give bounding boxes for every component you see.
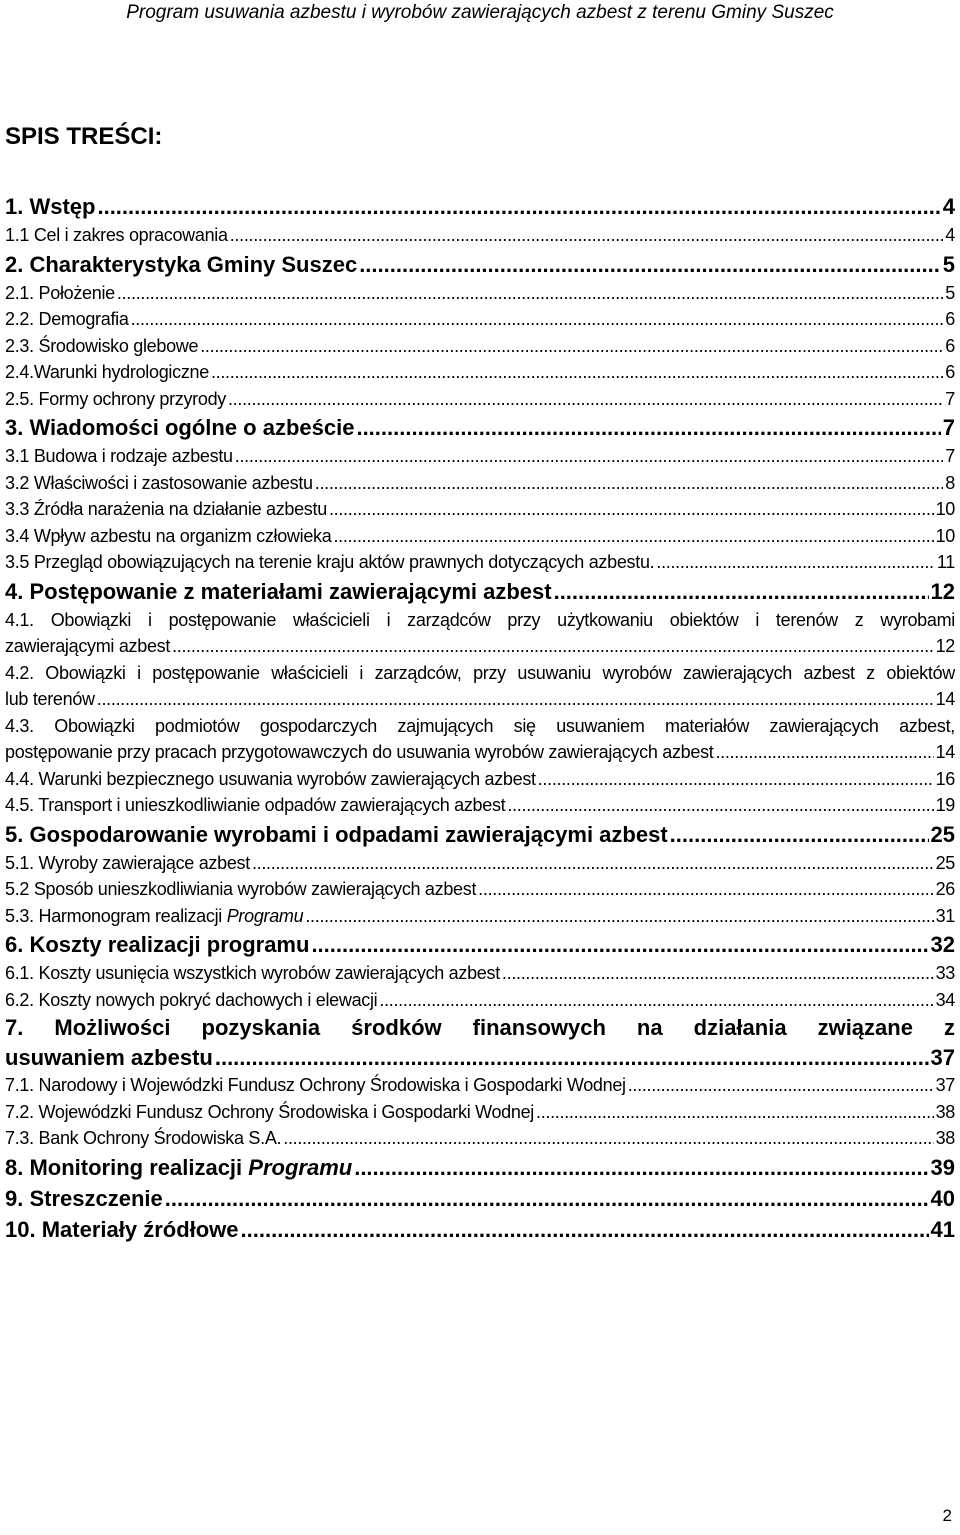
toc-entry-5-1[interactable]: 5.1. Wyroby zawierające azbest ..... 25 — [5, 850, 955, 877]
toc-entry-2-1[interactable]: 2.1. Położenie ..... 5 — [5, 280, 955, 307]
toc-entry-3-2[interactable]: 3.2 Właściwości i zastosowanie azbestu ..... 8 — [5, 470, 955, 497]
toc-entry-3-1[interactable]: 3.1 Budowa i rodzaje azbestu ..... 7 — [5, 443, 955, 470]
toc-entry-6[interactable]: 6. Koszty realizacji programu ..... 32 — [5, 929, 955, 960]
toc-entry-4-5[interactable]: 4.5. Transport i unieszkodliwianie odpadów zawierających azbest ..... 19 — [5, 792, 955, 819]
toc-entry-6-1[interactable]: 6.1. Koszty usunięcia wszystkich wyrobów zawierających azbest ..... 33 — [5, 960, 955, 987]
toc-entry-2[interactable]: 2. Charakterystyka Gminy Suszec ..... 5 — [5, 249, 955, 280]
toc-entry-2-3[interactable]: 2.3. Środowisko glebowe ..... 6 — [5, 333, 955, 360]
toc-entry-1-1[interactable]: 1.1 Cel i zakres opracowania ..... 4 — [5, 222, 955, 249]
toc-entry-7-3[interactable]: 7.3. Bank Ochrony Środowiska S.A. ..... 38 — [5, 1125, 955, 1152]
running-header: Program usuwania azbestu i wyrobów zawierających azbest z terenu Gminy Suszec — [126, 2, 834, 23]
toc-entry-8[interactable]: 8. Monitoring realizacji Programu ..... 39 — [5, 1152, 955, 1183]
toc-entry-7-2[interactable]: 7.2. Wojewódzki Fundusz Ochrony Środowiska i Gospodarki Wodnej ..... 38 — [5, 1099, 955, 1126]
toc-entry-7[interactable]: 7. Możliwości pozyskania środków finansowych na działania związane z usuwaniem azbestu ..... 37 — [5, 1013, 955, 1072]
toc-entry-4-3[interactable]: 4.3. Obowiązki podmiotów gospodarczych zajmujących się usuwaniem materiałów zawierających azbest, postępowanie przy pracach przygotowawczych do usuwania wyrobów zawierających azbest ..... 14 — [5, 713, 955, 766]
toc-entry-10[interactable]: 10. Materiały źródłowe ..... 41 — [5, 1214, 955, 1245]
toc-entry-2-2[interactable]: 2.2. Demografia ..... 6 — [5, 306, 955, 333]
toc-entry-9[interactable]: 9. Streszczenie ..... 40 — [5, 1183, 955, 1214]
toc-entry-3-3[interactable]: 3.3 Źródła narażenia na działanie azbestu ..... 10 — [5, 496, 955, 523]
toc-entry-4[interactable]: 4. Postępowanie z materiałami zawierającymi azbest ..... 12 — [5, 576, 955, 607]
toc-entry-1[interactable]: 1. Wstęp ..... 4 — [5, 191, 955, 222]
table-of-contents — [5, 191, 955, 1245]
toc-entry-4-2[interactable]: 4.2. Obowiązki i postępowanie właścicieli i zarządców, przy usuwaniu wyrobów zawierających azbest z obiektów lub terenów ..... 14 — [5, 660, 955, 713]
toc-title: SPIS TREŚCI: — [5, 123, 163, 150]
toc-entry-4-4[interactable]: 4.4. Warunki bezpiecznego usuwania wyrobów zawierających azbest ..... 16 — [5, 766, 955, 793]
toc-entry-5-2[interactable]: 5.2 Sposób unieszkodliwiania wyrobów zawierających azbest ..... 26 — [5, 876, 955, 903]
toc-entry-4-1[interactable]: 4.1. Obowiązki i postępowanie właścicieli i zarządców przy użytkowaniu obiektów i terenów z wyrobami zawierającymi azbest ..... 12 — [5, 607, 955, 660]
toc-entry-3[interactable]: 3. Wiadomości ogólne o azbeście ..... 7 — [5, 412, 955, 443]
toc-entry-3-5[interactable]: 3.5 Przegląd obowiązujących na terenie kraju aktów prawnych dotyczących azbestu. ..... 11 — [5, 549, 955, 576]
toc-entry-7-1[interactable]: 7.1. Narodowy i Wojewódzki Fundusz Ochrony Środowiska i Gospodarki Wodnej ..... 37 — [5, 1072, 955, 1099]
page-number: 2 — [942, 1506, 952, 1525]
toc-entry-6-2[interactable]: 6.2. Koszty nowych pokryć dachowych i elewacji ..... 34 — [5, 987, 955, 1014]
toc-entry-5-3[interactable]: 5.3. Harmonogram realizacji Programu ..... 31 — [5, 903, 955, 930]
toc-entry-2-5[interactable]: 2.5. Formy ochrony przyrody ..... 7 — [5, 386, 955, 413]
toc-entry-5[interactable]: 5. Gospodarowanie wyrobami i odpadami zawierającymi azbest ..... 25 — [5, 819, 955, 850]
toc-entry-3-4[interactable]: 3.4 Wpływ azbestu na organizm człowieka ..... 10 — [5, 523, 955, 550]
toc-entry-2-4[interactable]: 2.4.Warunki hydrologiczne ..... 6 — [5, 359, 955, 386]
